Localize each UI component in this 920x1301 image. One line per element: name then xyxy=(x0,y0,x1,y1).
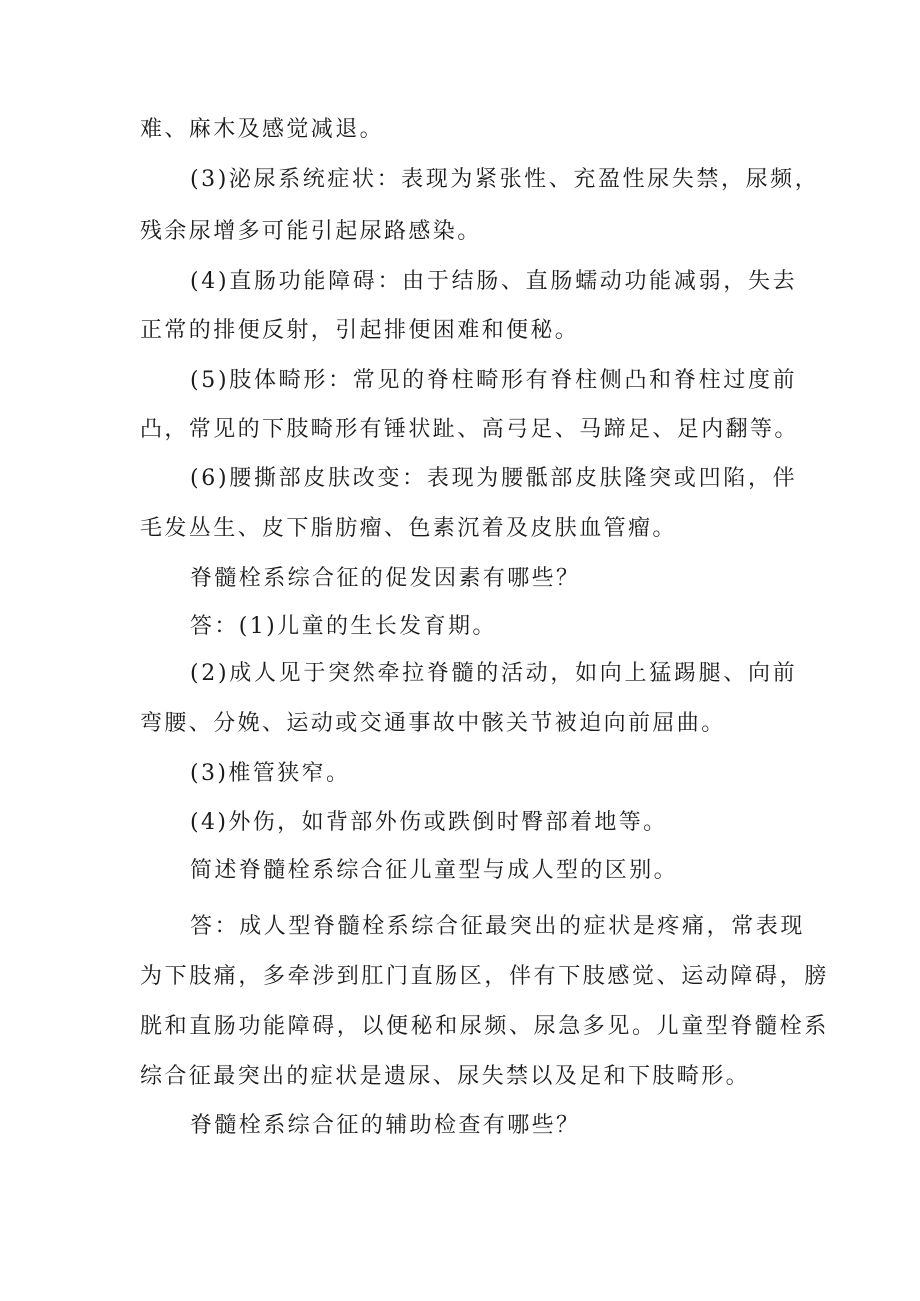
text-line: 难、麻木及感觉减退。 xyxy=(140,117,385,142)
text-line: 综合征最突出的症状是遗尿、尿失禁以及足和下肢畸形。 xyxy=(140,1064,751,1089)
text-line: (4)直肠功能障碍：由于结肠、直肠蠕动功能减弱，失去 xyxy=(190,269,798,294)
question-heading: 简述脊髓栓系综合征儿童型与成人型的区别。 xyxy=(190,858,679,883)
answer-line: 答：(1)儿童的生长发育期。 xyxy=(190,614,497,639)
question-heading: 脊髓栓系综合征的辅助检查有哪些？ xyxy=(190,1113,581,1138)
text-line: (3)泌尿系统症状：表现为紧张性、充盈性尿失禁，尿频， xyxy=(190,167,820,192)
text-line: (6)腰撕部皮肤改变：表现为腰骶部皮肤隆突或凹陷，伴 xyxy=(190,466,798,491)
text-line: 正常的排便反射，引起排便困难和便秘。 xyxy=(140,318,580,343)
text-line: (3)椎管狭窄。 xyxy=(190,761,351,786)
text-line: 凸，常见的下肢畸形有锤状趾、高弓足、马蹄足、足内翻等。 xyxy=(140,417,799,442)
text-line: 胱和直肠功能障碍，以便秘和尿频、尿急多见。儿童型脊髓栓系 xyxy=(140,1014,829,1039)
answer-line: 答：成人型脊髓栓系综合征最突出的症状是疼痛，常表现 xyxy=(190,914,806,939)
question-heading: 脊髓栓系综合征的促发因素有哪些？ xyxy=(190,566,581,591)
text-line: 残余尿增多可能引起尿路感染。 xyxy=(140,219,482,244)
text-line: (2)成人见于突然牵拉脊髓的活动，如向上猛踢腿、向前 xyxy=(190,661,798,686)
text-line: 弯腰、分娩、运动或交通事故中骸关节被迫向前屈曲。 xyxy=(140,711,726,736)
text-line: 毛发丛生、皮下脂肪瘤、色素沉着及皮肤血管瘤。 xyxy=(140,516,677,541)
text-line: (4)外伤，如背部外伤或跌倒时臀部着地等。 xyxy=(190,810,668,835)
text-line: 为下肢痛，多牵涉到肛门直肠区，伴有下肢感觉、运动障碍，膀 xyxy=(140,964,829,989)
text-line: (5)肢体畸形：常见的脊柱畸形有脊柱侧凸和脊柱过度前 xyxy=(190,368,798,393)
